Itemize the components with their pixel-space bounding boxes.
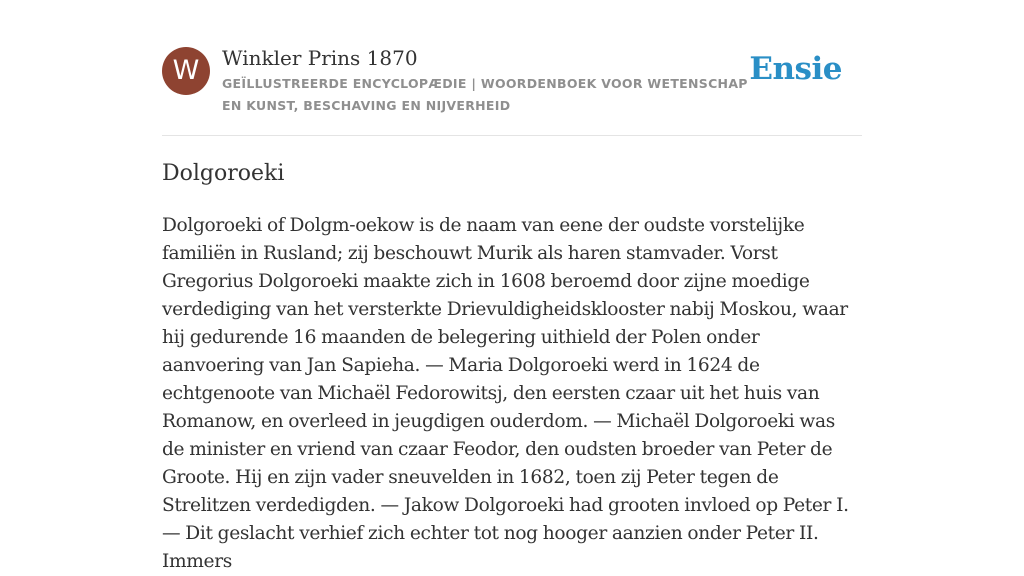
article-title: Dolgoroeki bbox=[162, 161, 285, 186]
article-body: Dolgoroeki of Dolgm-oekow is de naam van eene der oudste vorstelijke familiën in Rusland; zij beschouwt Murik als haren stamvader. Vorst Gregorius Dolgoroeki maakte zich in 1608 beroemd door zijne moedige verdediging van het versterkte Drievuldigheidsklooster nabij Moskou, waar hij gedurende 16 maanden de belegering uithield der Polen onder aanvoering van Jan Sapieha. — Maria Dolgoroeki werd in 1624 de echtgenoote van Michaël Fedorowitsj, den eersten czaar uit het huis van Romanow, en overleed in jeugdigen ouderdom. — Michaël Dolgoroeki was de minister en vriend van czaar Feodor, den oudsten broeder van Peter de Groote. Hij en zijn vader sneuvelden in 1682, toen zij Peter tegen de Strelitzen verdedigden. — Jakow Dolgoroeki had grooten invloed op Peter I. — Dit geslacht verhief zich echter tot nog hooger aanzien onder Peter II. Immers bbox=[162, 215, 849, 572]
source-header bbox=[162, 44, 862, 136]
source-avatar[interactable]: W bbox=[162, 47, 210, 95]
source-subtitle: GEÏLLUSTREERDE ENCYCLOPÆDIE | WOORDENBOEK VOOR WETENSCHAP EN KUNST, BESCHAVING EN NIJVERHEID bbox=[222, 76, 748, 113]
source-title[interactable]: Winkler Prins 1870 bbox=[222, 46, 418, 70]
header-divider bbox=[162, 135, 862, 136]
brand-logo[interactable]: Ensie bbox=[749, 51, 842, 87]
